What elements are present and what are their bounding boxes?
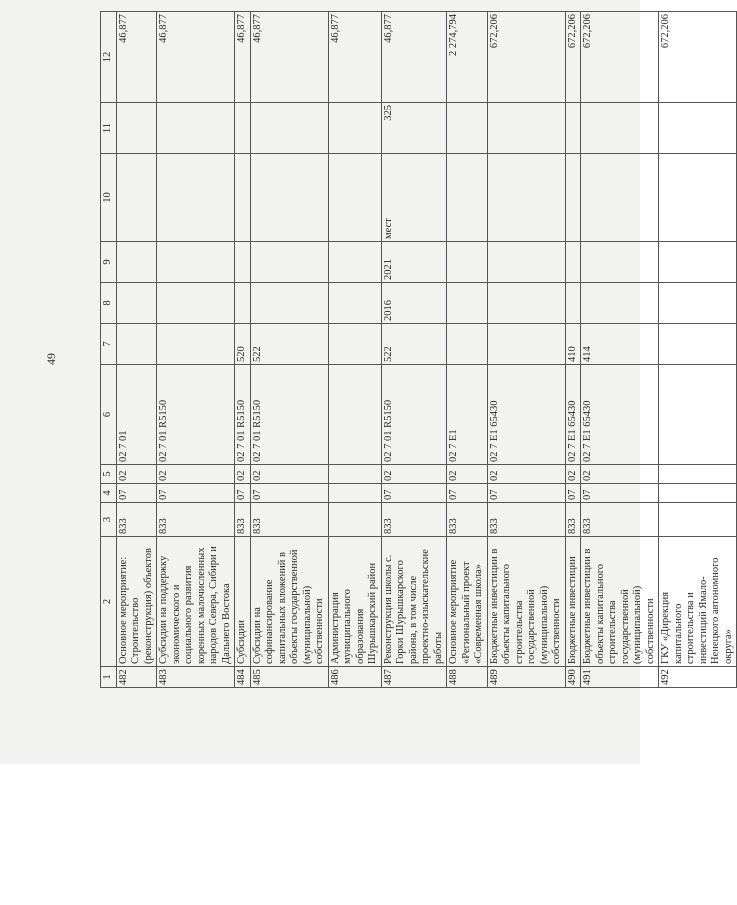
table-cell bbox=[250, 283, 328, 324]
table-cell: 486 bbox=[328, 667, 381, 688]
table-cell bbox=[328, 484, 381, 503]
table-cell: 46,877 bbox=[381, 12, 447, 103]
table-cell: 833 bbox=[235, 503, 251, 537]
table-cell bbox=[116, 283, 157, 324]
table-cell bbox=[487, 324, 565, 365]
table-cell: 02 7 Е1 65430 bbox=[487, 365, 565, 465]
column-header: 4 bbox=[101, 484, 117, 503]
table-cell bbox=[116, 103, 157, 154]
table-cell bbox=[328, 365, 381, 465]
table-cell: 672,206 bbox=[565, 12, 581, 103]
table-cell: 02 7 Е1 65430 bbox=[565, 365, 581, 465]
table-cell bbox=[581, 103, 659, 154]
table-cell bbox=[235, 103, 251, 154]
table-cell bbox=[250, 242, 328, 283]
table-cell: 489 bbox=[487, 667, 565, 688]
table-cell bbox=[565, 283, 581, 324]
table-row bbox=[250, 12, 328, 688]
table-row bbox=[235, 12, 251, 688]
table-cell: 833 bbox=[447, 503, 488, 537]
table-cell: 833 bbox=[116, 503, 157, 537]
table-cell: 2016 bbox=[381, 283, 447, 324]
table-cell: 02 bbox=[565, 465, 581, 484]
column-header: 1 bbox=[101, 667, 117, 688]
table-cell bbox=[328, 103, 381, 154]
table-row bbox=[659, 12, 737, 688]
table-row bbox=[487, 12, 565, 688]
table-cell: 484 bbox=[235, 667, 251, 688]
table-cell bbox=[447, 154, 488, 242]
table-cell: мест bbox=[381, 154, 447, 242]
table-cell bbox=[659, 242, 737, 283]
table-cell: 02 7 Е1 bbox=[447, 365, 488, 465]
table-cell bbox=[487, 242, 565, 283]
table-cell: 02 7 01 R5150 bbox=[381, 365, 447, 465]
table-cell: 46,877 bbox=[328, 12, 381, 103]
table-cell: 522 bbox=[381, 324, 447, 365]
table-cell bbox=[487, 103, 565, 154]
table-cell: 02 7 01 R5150 bbox=[157, 365, 235, 465]
table-cell bbox=[328, 283, 381, 324]
table-row bbox=[328, 12, 381, 688]
table-cell: 46,877 bbox=[116, 12, 157, 103]
table-cell bbox=[565, 242, 581, 283]
table-cell bbox=[581, 242, 659, 283]
table-cell bbox=[659, 154, 737, 242]
table-cell: 488 bbox=[447, 667, 488, 688]
table-cell: 482 bbox=[116, 667, 157, 688]
table-cell bbox=[447, 283, 488, 324]
column-header: 7 bbox=[101, 324, 117, 365]
table-cell: Бюджетные инвестиции в объекты капитального строительства государственной (муниципальной) собственности bbox=[487, 537, 565, 667]
column-header: 6 bbox=[101, 365, 117, 465]
table-cell: 483 bbox=[157, 667, 235, 688]
table-cell bbox=[328, 465, 381, 484]
table-cell bbox=[659, 465, 737, 484]
table-cell bbox=[235, 154, 251, 242]
column-header: 12 bbox=[101, 12, 117, 103]
table-row bbox=[565, 12, 581, 688]
table-cell: Основное мероприятие: Строительство (реконструкция) объектов bbox=[116, 537, 157, 667]
table-cell: 833 bbox=[157, 503, 235, 537]
table-cell: 485 bbox=[250, 667, 328, 688]
table-cell bbox=[447, 242, 488, 283]
table-cell: Субсидии на софинансирование капитальных вложений в объекты государственной (муниципальной) собственности bbox=[250, 537, 328, 667]
table-cell: Администрация муниципального образования Шурышкарский район bbox=[328, 537, 381, 667]
table-cell: 2 274,794 bbox=[447, 12, 488, 103]
table-cell: 46,877 bbox=[250, 12, 328, 103]
table-cell bbox=[581, 283, 659, 324]
table-cell bbox=[328, 154, 381, 242]
table-cell: 02 bbox=[235, 465, 251, 484]
rotated-table-container bbox=[100, 12, 734, 688]
table-cell bbox=[250, 103, 328, 154]
table-cell: 672,206 bbox=[581, 12, 659, 103]
table-cell bbox=[447, 103, 488, 154]
table-cell bbox=[157, 103, 235, 154]
table-cell: Субсидии bbox=[235, 537, 251, 667]
column-header: 11 bbox=[101, 103, 117, 154]
table-cell: 833 bbox=[487, 503, 565, 537]
table-cell bbox=[659, 484, 737, 503]
table-cell bbox=[157, 154, 235, 242]
table-row bbox=[581, 12, 659, 688]
table-cell: 833 bbox=[381, 503, 447, 537]
column-header: 5 bbox=[101, 465, 117, 484]
table-cell bbox=[328, 242, 381, 283]
table-cell: 02 bbox=[157, 465, 235, 484]
table-cell: 46,877 bbox=[157, 12, 235, 103]
table-cell: 02 bbox=[116, 465, 157, 484]
table-cell bbox=[235, 283, 251, 324]
table-cell: Основное мероприятие «Региональный проект «Современная школа» bbox=[447, 537, 488, 667]
table-cell: 02 bbox=[381, 465, 447, 484]
table-cell: 833 bbox=[565, 503, 581, 537]
budget-table bbox=[100, 11, 737, 688]
table-cell: 520 bbox=[235, 324, 251, 365]
table-cell: 490 bbox=[565, 667, 581, 688]
table-cell: 02 bbox=[250, 465, 328, 484]
table-cell: 07 bbox=[581, 484, 659, 503]
table-cell: 07 bbox=[250, 484, 328, 503]
table-row bbox=[157, 12, 235, 688]
page-number: 49 bbox=[44, 353, 58, 365]
table-cell: 07 bbox=[381, 484, 447, 503]
table-cell: 07 bbox=[447, 484, 488, 503]
table-cell: 02 7 Е1 65430 bbox=[581, 365, 659, 465]
table-cell bbox=[116, 242, 157, 283]
table-cell bbox=[328, 324, 381, 365]
table-cell bbox=[250, 154, 328, 242]
table-cell: 02 7 01 R5150 bbox=[250, 365, 328, 465]
table-cell bbox=[157, 283, 235, 324]
table-cell: 07 bbox=[157, 484, 235, 503]
table-cell bbox=[235, 242, 251, 283]
table-cell: 02 bbox=[487, 465, 565, 484]
table-cell: 833 bbox=[250, 503, 328, 537]
table-cell: 325 bbox=[381, 103, 447, 154]
table-cell bbox=[116, 324, 157, 365]
table-cell bbox=[116, 154, 157, 242]
table-cell: Бюджетные инвестиции bbox=[565, 537, 581, 667]
column-header: 10 bbox=[101, 154, 117, 242]
table-cell bbox=[157, 242, 235, 283]
table-cell: 492 bbox=[659, 667, 737, 688]
column-header: 3 bbox=[101, 503, 117, 537]
table-cell bbox=[487, 283, 565, 324]
table-cell: 414 bbox=[581, 324, 659, 365]
table-cell bbox=[157, 324, 235, 365]
table-cell: 2021 bbox=[381, 242, 447, 283]
table-cell: 07 bbox=[235, 484, 251, 503]
table-cell: 410 bbox=[565, 324, 581, 365]
table-cell: 46,877 bbox=[235, 12, 251, 103]
table-cell: Субсидии на поддержку экономического и социального развития коренных малочисленных народов Севера, Сибири и Дальнего Востока bbox=[157, 537, 235, 667]
column-header: 2 bbox=[101, 537, 117, 667]
table-cell: 487 bbox=[381, 667, 447, 688]
column-header: 8 bbox=[101, 283, 117, 324]
table-cell: 491 bbox=[581, 667, 659, 688]
table-cell: 672,206 bbox=[487, 12, 565, 103]
table-cell: 833 bbox=[581, 503, 659, 537]
table-row bbox=[381, 12, 447, 688]
table-cell: Бюджетные инвестиции в объекты капитального строительства государственной (муниципальной) собственности bbox=[581, 537, 659, 667]
table-cell bbox=[659, 283, 737, 324]
table-cell: 07 bbox=[487, 484, 565, 503]
table-cell: 02 7 01 R5150 bbox=[235, 365, 251, 465]
table-cell: 07 bbox=[116, 484, 157, 503]
table-row bbox=[116, 12, 157, 688]
table-header-row bbox=[101, 12, 117, 688]
table-cell bbox=[447, 324, 488, 365]
table-cell: 522 bbox=[250, 324, 328, 365]
table-cell bbox=[659, 503, 737, 537]
table-cell bbox=[659, 324, 737, 365]
column-header: 9 bbox=[101, 242, 117, 283]
table-cell bbox=[565, 154, 581, 242]
table-cell bbox=[659, 103, 737, 154]
table-cell bbox=[328, 503, 381, 537]
table-cell: Реконструкция школы с. Горки Шурышкарского района, в том числе проектно-изыскательские работы bbox=[381, 537, 447, 667]
table-cell: 02 bbox=[581, 465, 659, 484]
table-cell: 07 bbox=[565, 484, 581, 503]
table-cell: 02 bbox=[447, 465, 488, 484]
table-cell: 672,206 bbox=[659, 12, 737, 103]
table-cell: ГКУ «Дирекция капитального строительства и инвестиций Ямало-Ненецкого автономного округа» bbox=[659, 537, 737, 667]
table-cell bbox=[581, 154, 659, 242]
table-cell bbox=[487, 154, 565, 242]
table-cell bbox=[565, 103, 581, 154]
table-cell: 02 7 01 bbox=[116, 365, 157, 465]
table-row bbox=[447, 12, 488, 688]
table-cell bbox=[659, 365, 737, 465]
